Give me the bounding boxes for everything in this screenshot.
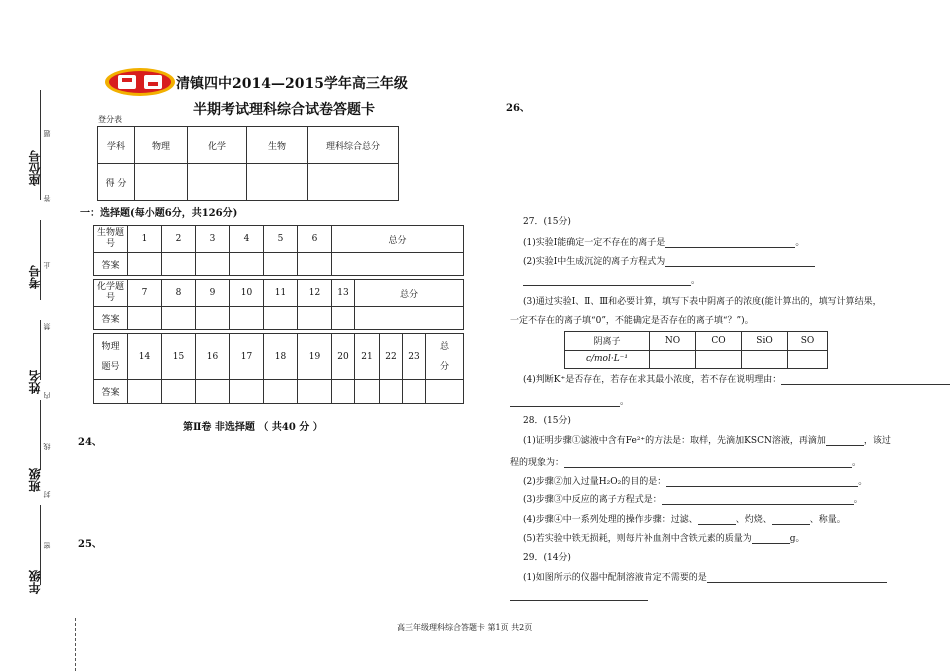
answer-label: 答案 bbox=[94, 253, 128, 276]
q27-part4 bbox=[523, 372, 950, 385]
chemistry-answer-table bbox=[93, 279, 464, 330]
question-number: 10 bbox=[230, 280, 264, 307]
score-header-subject: 学科 bbox=[98, 127, 135, 164]
answer-cell[interactable] bbox=[298, 380, 332, 404]
q27-part3-line1: (3)通过实验Ⅰ、Ⅱ、Ⅲ和必要计算，填写下表中阴离子的浓度(能计算出的，填写计算结果， bbox=[523, 297, 882, 307]
q28-part2 bbox=[523, 474, 867, 487]
q28-part1-text: (1)证明步骤①滤液中含有Fe²⁺的方法是：取样，先滴加KSCN溶液，再滴加 bbox=[523, 436, 826, 446]
answer-blank[interactable] bbox=[826, 435, 864, 446]
phys-total-a: 总 bbox=[439, 341, 449, 352]
answer-cell[interactable] bbox=[128, 380, 162, 404]
phys-label bbox=[94, 334, 128, 380]
question-number: 22 bbox=[380, 334, 403, 380]
question-number: 3 bbox=[196, 226, 230, 253]
q28-part5-text: (5)若实验中铁无损耗，则每片补血剂中含铁元素的质量为 bbox=[523, 534, 752, 544]
question-number: 9 bbox=[196, 280, 230, 307]
seal-char: 封 bbox=[43, 491, 51, 498]
chem-total-cell[interactable] bbox=[355, 307, 464, 330]
question-number: 1 bbox=[128, 226, 162, 253]
question-number: 18 bbox=[264, 334, 298, 380]
q27-title: 27．(15分) bbox=[523, 217, 571, 227]
q28-part3-text: (3)步骤③中反应的离子方程式是： bbox=[523, 495, 662, 505]
q29-part1-cont bbox=[510, 590, 648, 601]
answer-cell[interactable] bbox=[196, 307, 230, 330]
answer-cell[interactable] bbox=[162, 253, 196, 276]
answer-blank[interactable] bbox=[781, 374, 950, 385]
anion-so: SO bbox=[788, 332, 828, 351]
q28-part4-c: 、称量。 bbox=[809, 515, 846, 525]
grade-label: 年级 bbox=[28, 570, 42, 594]
answer-cell[interactable] bbox=[162, 307, 196, 330]
answer-cell[interactable] bbox=[230, 307, 264, 330]
answer-cell[interactable] bbox=[128, 307, 162, 330]
score-header-chemistry: 化学 bbox=[188, 127, 247, 164]
answer-blank[interactable] bbox=[510, 396, 620, 407]
answer-label: 答案 bbox=[94, 307, 128, 330]
score-table bbox=[97, 126, 399, 201]
chem-label: 化学题号 bbox=[94, 280, 128, 307]
bio-label: 生物题号 bbox=[94, 226, 128, 253]
question-number: 5 bbox=[264, 226, 298, 253]
biology-answer-table bbox=[93, 225, 464, 276]
section1-heading: 一：选择题(每小题6分，共126分) bbox=[80, 208, 238, 219]
answer-blank[interactable] bbox=[510, 590, 648, 601]
q28-part4-a: (4)步骤④中一系列处理的操作步骤：过滤、 bbox=[523, 515, 698, 525]
q27-part1 bbox=[523, 235, 804, 248]
exam-number-label: 考号 bbox=[28, 265, 42, 289]
answer-cell[interactable] bbox=[264, 253, 298, 276]
seat-number-label: 座位号 bbox=[28, 150, 42, 186]
answer-blank[interactable] bbox=[752, 533, 790, 544]
score-header-total: 理科综合总分 bbox=[308, 127, 399, 164]
q28-part3 bbox=[523, 492, 863, 505]
q28-part3-end: 。 bbox=[853, 495, 863, 505]
anion-no: NO bbox=[650, 332, 696, 351]
q29-title: 29．(14分) bbox=[523, 553, 571, 563]
title-line2: 半期考试理科综合试卷答题卡 bbox=[193, 102, 375, 118]
q27-part4-end: 。 bbox=[620, 397, 630, 407]
q25-label: 25、 bbox=[78, 539, 102, 550]
q28-part5-end: g。 bbox=[789, 534, 805, 544]
q28-part1 bbox=[523, 433, 891, 446]
question-number: 2 bbox=[162, 226, 196, 253]
q27-part4-cont bbox=[510, 394, 629, 407]
page-footer: 高三年级理科综合答题卡 第1页 共2页 bbox=[397, 623, 533, 632]
answer-cell[interactable] bbox=[230, 253, 264, 276]
physics-answer-table bbox=[93, 333, 464, 404]
bio-total-label: 总分 bbox=[332, 226, 464, 253]
score-table-caption: 登分表 bbox=[98, 115, 122, 124]
q27-part2 bbox=[523, 254, 815, 267]
answer-cell[interactable] bbox=[355, 380, 380, 404]
answer-blank[interactable] bbox=[698, 514, 736, 525]
cut-line bbox=[75, 618, 76, 671]
seal-char: 密 bbox=[43, 542, 51, 549]
phys-total-cell[interactable] bbox=[426, 380, 464, 404]
question-number: 16 bbox=[196, 334, 230, 380]
answer-cell[interactable] bbox=[162, 380, 196, 404]
question-number: 12 bbox=[298, 280, 332, 307]
answer-blank[interactable] bbox=[666, 476, 858, 487]
answer-cell[interactable] bbox=[380, 380, 403, 404]
question-number: 11 bbox=[264, 280, 298, 307]
school-logo bbox=[104, 67, 176, 97]
question-number: 7 bbox=[128, 280, 162, 307]
score-cell[interactable] bbox=[188, 164, 247, 201]
question-number: 6 bbox=[298, 226, 332, 253]
q28-part1-mid: ，该过 bbox=[863, 436, 891, 446]
answer-blank[interactable] bbox=[665, 237, 795, 248]
anion-concentration-table bbox=[564, 331, 828, 369]
answer-cell[interactable] bbox=[128, 253, 162, 276]
q28-part1-cont bbox=[510, 455, 861, 468]
answer-blank[interactable] bbox=[523, 275, 691, 286]
answer-label: 答案 bbox=[94, 380, 128, 404]
q28-part4 bbox=[523, 512, 846, 525]
phys-label-b: 题号 bbox=[101, 361, 120, 372]
q27-part2-cont bbox=[523, 273, 700, 286]
q28-title: 28．(15分) bbox=[523, 416, 571, 426]
concentration-cell[interactable] bbox=[650, 350, 696, 369]
score-row-label: 得 分 bbox=[98, 164, 135, 201]
answer-cell[interactable] bbox=[298, 253, 332, 276]
question-number: 23 bbox=[403, 334, 426, 380]
section2-heading: 第Ⅱ卷 非选择题 （ 共40 分 ） bbox=[183, 422, 323, 433]
answer-blank[interactable] bbox=[662, 494, 854, 505]
question-number: 8 bbox=[162, 280, 196, 307]
question-number: 13 bbox=[332, 280, 355, 307]
seal-char: 止 bbox=[43, 262, 51, 269]
score-header-biology: 生物 bbox=[247, 127, 308, 164]
question-number: 14 bbox=[128, 334, 162, 380]
q29-part1-text: (1)如图所示的仪器中配制溶液肯定不需要的是 bbox=[523, 573, 707, 583]
q28-part4-b: 、灼烧、 bbox=[735, 515, 772, 525]
phys-label-a: 物理 bbox=[101, 341, 120, 352]
q29-part1 bbox=[523, 570, 887, 583]
answer-cell[interactable] bbox=[230, 380, 264, 404]
answer-cell[interactable] bbox=[332, 307, 355, 330]
seal-char: 内 bbox=[43, 392, 51, 399]
answer-cell[interactable] bbox=[196, 380, 230, 404]
chem-total-label: 总分 bbox=[355, 280, 464, 307]
score-cell[interactable] bbox=[135, 164, 188, 201]
q27-part3-line2: 一定不存在的离子填“0”，不能确定是否存在的离子填“？”)。 bbox=[510, 316, 754, 326]
q24-label: 24、 bbox=[78, 437, 102, 448]
seal-char: 题 bbox=[43, 130, 51, 137]
question-number: 20 bbox=[332, 334, 355, 380]
anion-co: CO bbox=[696, 332, 742, 351]
answer-blank[interactable] bbox=[707, 572, 887, 583]
score-cell[interactable] bbox=[308, 164, 399, 201]
answer-cell[interactable] bbox=[298, 307, 332, 330]
q28-part1b-text: 程的现象为： bbox=[510, 458, 565, 468]
anion-header: 阴离子 bbox=[565, 332, 650, 351]
concentration-cell[interactable] bbox=[788, 350, 828, 369]
q27-part1-end: 。 bbox=[795, 238, 805, 248]
answer-cell[interactable] bbox=[332, 380, 355, 404]
anion-sio: SiO bbox=[742, 332, 788, 351]
bio-total-cell[interactable] bbox=[332, 253, 464, 276]
q28-part5 bbox=[523, 531, 805, 544]
seal-char: 禁 bbox=[43, 323, 51, 330]
question-number: 4 bbox=[230, 226, 264, 253]
margin-line bbox=[40, 400, 41, 470]
answer-blank[interactable] bbox=[665, 256, 815, 267]
question-number: 19 bbox=[298, 334, 332, 380]
answer-cell[interactable] bbox=[264, 307, 298, 330]
phys-total-label bbox=[426, 334, 464, 380]
name-label: 姓名 bbox=[28, 370, 42, 394]
seal-char: 线 bbox=[43, 443, 51, 450]
q28-part2-end: 。 bbox=[858, 477, 868, 487]
concentration-label: c/mol·L⁻¹ bbox=[565, 350, 650, 369]
answer-cell[interactable] bbox=[196, 253, 230, 276]
score-cell[interactable] bbox=[247, 164, 308, 201]
answer-cell[interactable] bbox=[403, 380, 426, 404]
answer-cell[interactable] bbox=[264, 380, 298, 404]
answer-blank[interactable] bbox=[564, 457, 852, 468]
q28-part1b-end: 。 bbox=[852, 458, 862, 468]
concentration-cell[interactable] bbox=[696, 350, 742, 369]
question-number: 17 bbox=[230, 334, 264, 380]
q28-part2-text: (2)步骤②加入过量H₂O₂的目的是： bbox=[523, 477, 667, 487]
q27-part2-text: (2)实验Ⅰ中生成沉淀的离子方程式为 bbox=[523, 257, 666, 267]
title-line1: 清镇四中2014—2015学年高三年级 bbox=[176, 76, 408, 92]
question-number: 21 bbox=[355, 334, 380, 380]
q26-label: 26、 bbox=[506, 103, 530, 114]
question-number: 15 bbox=[162, 334, 196, 380]
q27-part4-text: (4)判断K⁺是否存在，若存在求其最小浓度，若不存在说明理由： bbox=[523, 375, 782, 385]
seal-char: 答 bbox=[43, 195, 51, 202]
phys-total-b: 分 bbox=[439, 361, 449, 372]
q27-part1-text: (1)实验Ⅰ能确定一定不存在的离子是 bbox=[523, 238, 666, 248]
class-label: 班级 bbox=[28, 468, 42, 492]
score-header-physics: 物理 bbox=[135, 127, 188, 164]
concentration-cell[interactable] bbox=[742, 350, 788, 369]
answer-blank[interactable] bbox=[772, 514, 810, 525]
q27-part2-end: 。 bbox=[691, 276, 701, 286]
